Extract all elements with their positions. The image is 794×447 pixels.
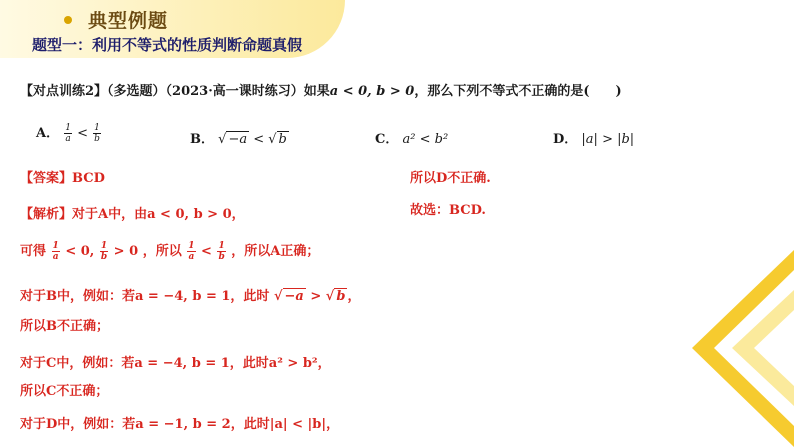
corner-chevron-decoration [684,250,794,447]
option-d [553,128,634,147]
analysis-l2-post: ，所以A正确； [231,244,320,259]
question-suffix: ，那么下列不等式不正确的是( ) [414,84,622,99]
analysis-right-1: 所以D不正确. [410,171,491,186]
option-b-label: B． [190,132,214,147]
question-condition: a < 0, b > 0 [329,84,415,99]
analysis-line-4: 所以B不正确； [20,319,109,334]
option-b-expr: √ −a < √ b [218,132,287,147]
analysis-line-3: 对于B中，例如：若a = −4, b = 1，此时 √ −a > √ b ， [20,289,361,304]
analysis-line-2: 可得 $\frac{1}{a}$ < 0, $\frac{1}{b}$ > 0 ，所以 $\frac{1}{a}$ < $\frac{1}{b}$ ，所以A正确； [20,241,320,262]
analysis-l3-post: ， [347,289,361,304]
answer-line [20,167,105,186]
option-b [190,128,289,147]
analysis-line-7: 对于D中，例如：若a = −1, b = 2，此时|a| < |b|， [20,417,340,432]
analysis-line-6: 所以C不正确； [20,384,109,399]
analysis-right-2: 故选：BCD. [410,203,486,218]
option-a: A． $\frac{1}{a}$ < $\frac{1}{b}$ [36,123,100,144]
analysis-label: 【解析】 [20,207,73,222]
option-c-expr: a² < b² [402,132,449,147]
answer-label: 【答案】 [20,171,73,186]
question-text [20,80,622,99]
analysis-line-1 [20,203,245,222]
option-d-label: D． [553,132,578,147]
option-c [375,128,448,147]
option-a-label: A． [36,126,60,141]
option-d-expr: |a| > |b| [581,132,635,147]
frac-1-over-b: $\frac{1}{b}$ [94,123,100,144]
question-prefix: 【对点训练2】（多选题）（2023·高一课时练习）如果 [20,84,330,99]
analysis-text-1: 对于A中，由a < 0, b > 0， [72,207,245,222]
page-subtitle: 题型一：利用不等式的性质判断命题真假 [32,36,303,54]
page-title: 典型例题 [88,10,169,32]
analysis-line-5: 对于C中，例如：若a = −4, b = 1，此时a² > b²， [20,356,331,371]
title-dot [64,16,72,24]
option-c-label: C． [375,132,399,147]
analysis-l2-mid: ，所以 [142,244,182,259]
analysis-l3-pre: 对于B中，例如：若a = −4, b = 1，此时 [20,289,270,304]
answer-value: BCD [72,171,105,186]
frac-1-over-a: $\frac{1}{a}$ [65,123,71,144]
analysis-l2-pre: 可得 [20,244,47,259]
